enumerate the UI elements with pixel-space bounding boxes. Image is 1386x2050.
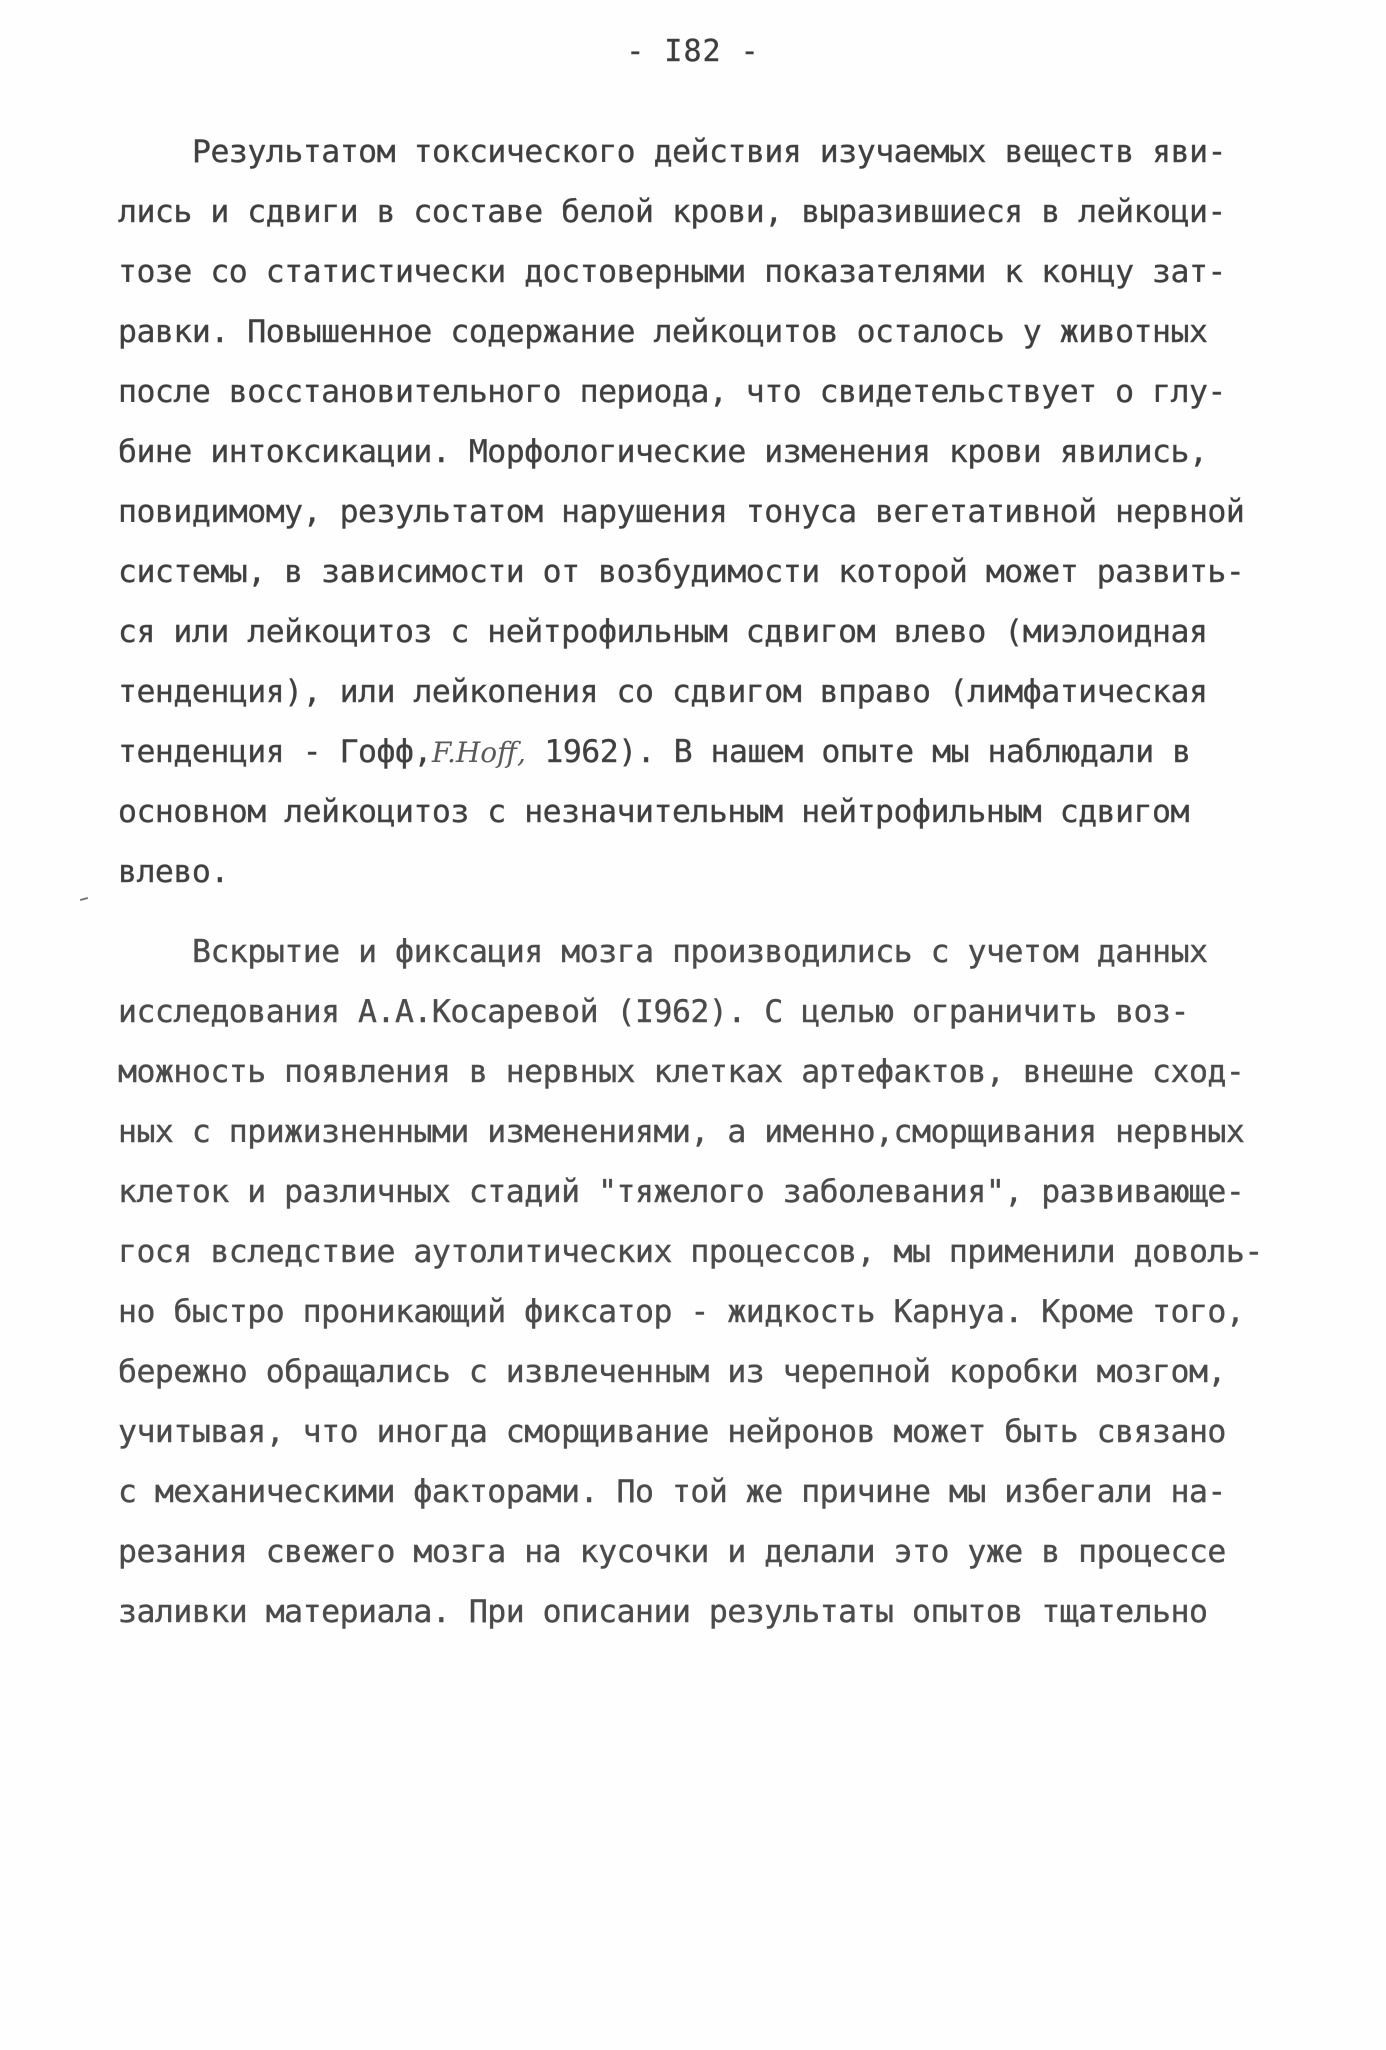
text-line: основном лейкоцитоз с незначительным нейтрофильным сдвигом [118,794,1189,830]
document-body [118,122,1288,1642]
handwritten-author-name: F.Hoff, [431,736,526,769]
text-line: ных с прижизненными изменениями, а именно,сморщивания нервных [118,1114,1245,1150]
citation-line [118,722,1288,782]
text-line: учитывая, что иногда сморщивание нейронов может быть связано [118,1414,1226,1450]
text-line: системы, в зависимости от возбудимости которой может развить- [118,554,1245,590]
text-line: резания свежего мозга на кусочки и делали это уже в процессе [118,1534,1226,1570]
text-line: исследования А.А.Косаревой (I962). С целью ограничить воз- [118,994,1189,1030]
text-line: тенденция), или лейкопения со сдвигом вправо (лимфатическая [118,674,1208,710]
text-line: клеток и различных стадий "тяжелого заболевания", развивающе- [118,1174,1245,1210]
text-line: с механическими факторами. По той же причине мы избегали на- [118,1474,1226,1510]
text-line: гося вследствие аутолитических процессов, мы применили доволь- [118,1234,1263,1270]
text-line: после восстановительного периода, что свидетельствует о глу- [118,374,1226,410]
paragraph-gap [118,902,1288,922]
text-line: можность появления в нервных клетках артефактов, внешне сход- [118,1054,1245,1090]
text-line: но быстро проникающий фиксатор - жидкость Карнуа. Кроме того, [118,1294,1245,1330]
page-number: - I82 - [626,34,760,69]
citation-text-after: 1962). В нашем опыте мы наблюдали в [525,734,1191,770]
text-line: Вскрытие и фиксация мозга производились с учетом данных [192,934,1208,970]
text-line: тозе со статистически достоверными показателями к концу зат- [118,254,1226,290]
paragraph-2 [118,922,1288,1642]
text-line: заливки материала. При описании результаты опытов тщательно [118,1594,1208,1630]
paragraph-1 [118,122,1288,902]
text-line: повидимому, результатом нарушения тонуса вегетативной нервной [118,494,1245,530]
text-line: равки. Повышенное содержание лейкоцитов осталось у животных [118,314,1208,350]
text-line: ся или лейкоцитоз с нейтрофильным сдвигом влево (миэлоидная [118,614,1208,650]
margin-mark [80,897,88,901]
text-line: бережно обращались с извлеченным из черепной коробки мозгом, [118,1354,1226,1390]
text-line: Результатом токсического действия изучаемых веществ яви- [192,134,1227,170]
text-line: бине интоксикации. Морфологические изменения крови явились, [118,434,1208,470]
text-line: влево. [118,854,229,890]
citation-text-before: тенденция - Гофф, [118,734,432,770]
text-line: лись и сдвиги в составе белой крови, выразившиеся в лейкоци- [118,194,1226,230]
